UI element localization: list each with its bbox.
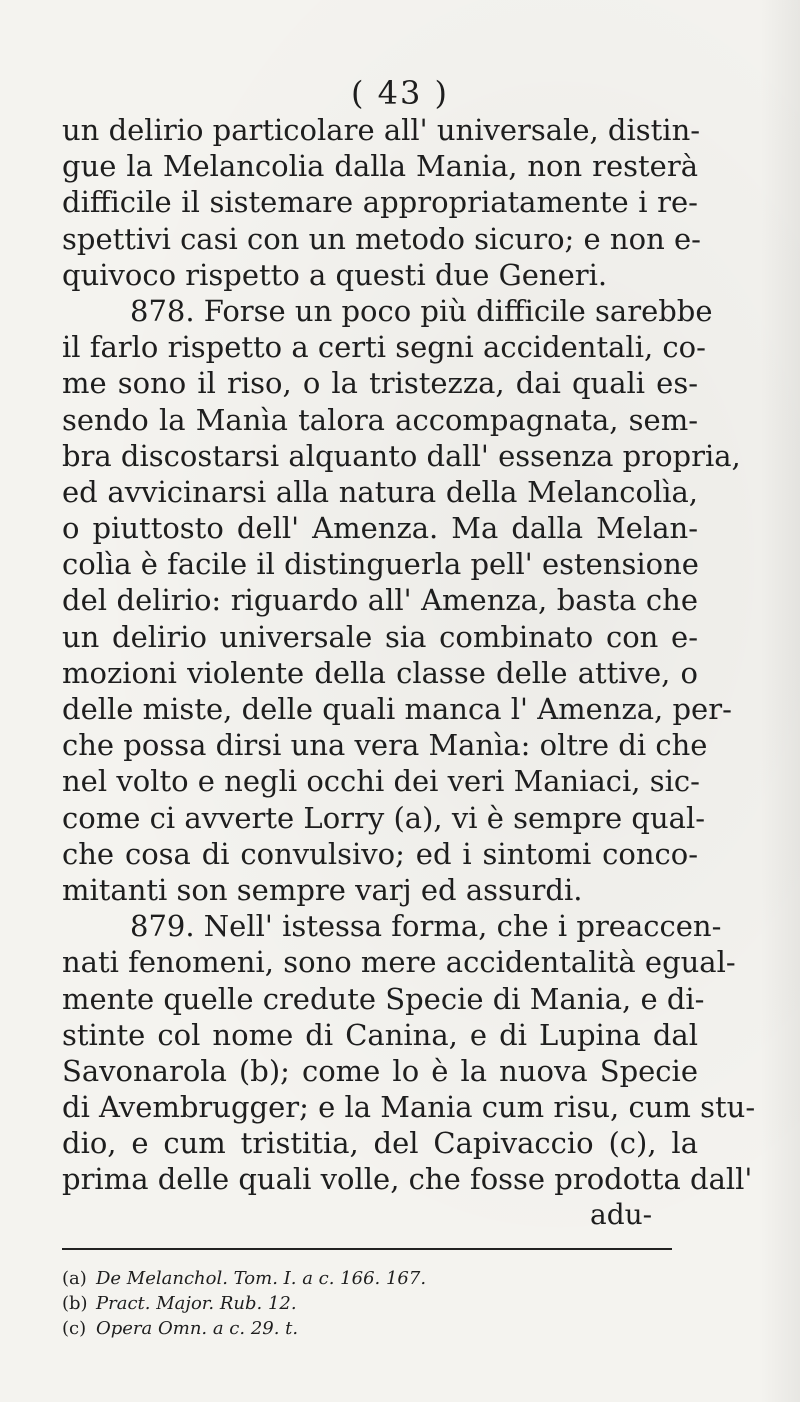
footnote-mark: (c) bbox=[62, 1318, 87, 1339]
text-line: prima delle quali volle, che fosse prodotta dall' bbox=[62, 1162, 753, 1197]
footnote-text: Opera Omn. a c. 29. t. bbox=[96, 1318, 299, 1339]
text-line: bra discostarsi alquanto dall' essenza propria, bbox=[62, 438, 741, 473]
footnote-b bbox=[62, 1291, 682, 1316]
footnote-text: De Melanchol. Tom. I. a c. 166. 167. bbox=[96, 1268, 427, 1289]
text-line: sendo la Manìa talora accompagnata, sem- bbox=[62, 402, 698, 437]
text-line: mente quelle credute Specie di Mania, e di- bbox=[62, 981, 705, 1016]
text-line: dio, e cum tristitia, del Capivaccio (c), la bbox=[62, 1126, 698, 1161]
text-line: ed avvicinarsi alla natura della Melancolìa, bbox=[62, 474, 698, 509]
text-line: difficile il sistemare appropriatamente i re- bbox=[62, 185, 698, 220]
body-text bbox=[62, 112, 756, 1198]
text-line: mozioni violente della classe delle attive, o bbox=[62, 655, 698, 690]
text-line: nati fenomeni, sono mere accidentalità egual- bbox=[62, 945, 736, 980]
text-line: stinte col nome di Canina, e di Lupina dal bbox=[62, 1017, 698, 1052]
text-line: nel volto e negli occhi dei veri Maniaci, sic- bbox=[62, 764, 700, 799]
text-line: come ci avverte Lorry (a), vi è sempre qual- bbox=[62, 800, 706, 835]
text-line: che cosa di convulsivo; ed i sintomi conco- bbox=[62, 836, 698, 871]
page-edge-shadow bbox=[760, 0, 800, 1402]
footnote-a bbox=[62, 1266, 682, 1291]
text-line: del delirio: riguardo all' Amenza, basta che bbox=[62, 583, 698, 618]
footnotes bbox=[62, 1266, 682, 1341]
text-line: mitanti son sempre varj ed assurdi. bbox=[62, 872, 583, 907]
footnote-c bbox=[62, 1316, 682, 1341]
text-line: quivoco rispetto a questi due Generi. bbox=[62, 257, 608, 292]
footnote-text: Pract. Major. Rub. 12. bbox=[96, 1293, 297, 1314]
text-line: un delirio universale sia combinato con e- bbox=[62, 619, 698, 654]
text-line: Savonarola (b); come lo è la nuova Specie bbox=[62, 1053, 698, 1088]
page-number: ( 43 ) bbox=[350, 74, 450, 112]
catchword: adu- bbox=[590, 1198, 653, 1231]
text-line: me sono il riso, o la tristezza, dai quali es- bbox=[62, 366, 698, 401]
footnote-mark: (a) bbox=[62, 1268, 87, 1289]
text-line: che possa dirsi una vera Manìa: oltre di che bbox=[62, 728, 708, 763]
text-line: spettivi casi con un metodo sicuro; e non e- bbox=[62, 221, 701, 256]
text-line: il farlo rispetto a certi segni accidentali, co- bbox=[62, 330, 706, 365]
footnote-mark: (b) bbox=[62, 1293, 88, 1314]
text-line: un delirio particolare all' universale, distin- bbox=[62, 113, 701, 147]
text-line: gue la Melancolia dalla Mania, non resterà bbox=[62, 149, 698, 184]
footnote-rule bbox=[62, 1248, 672, 1250]
text-line: colìa è facile il distinguerla pell' estensione bbox=[62, 547, 699, 582]
text-line: o piuttosto dell' Amenza. Ma dalla Melan- bbox=[62, 511, 698, 546]
paragraph-878-start: 878. Forse un poco più difficile sarebbe bbox=[130, 293, 713, 328]
paragraph-879-start: 879. Nell' istessa forma, che i preaccen- bbox=[130, 909, 722, 944]
text-line: di Avembrugger; e la Mania cum risu, cum stu- bbox=[62, 1090, 756, 1125]
text-line: delle miste, delle quali manca l' Amenza, per- bbox=[62, 692, 732, 726]
